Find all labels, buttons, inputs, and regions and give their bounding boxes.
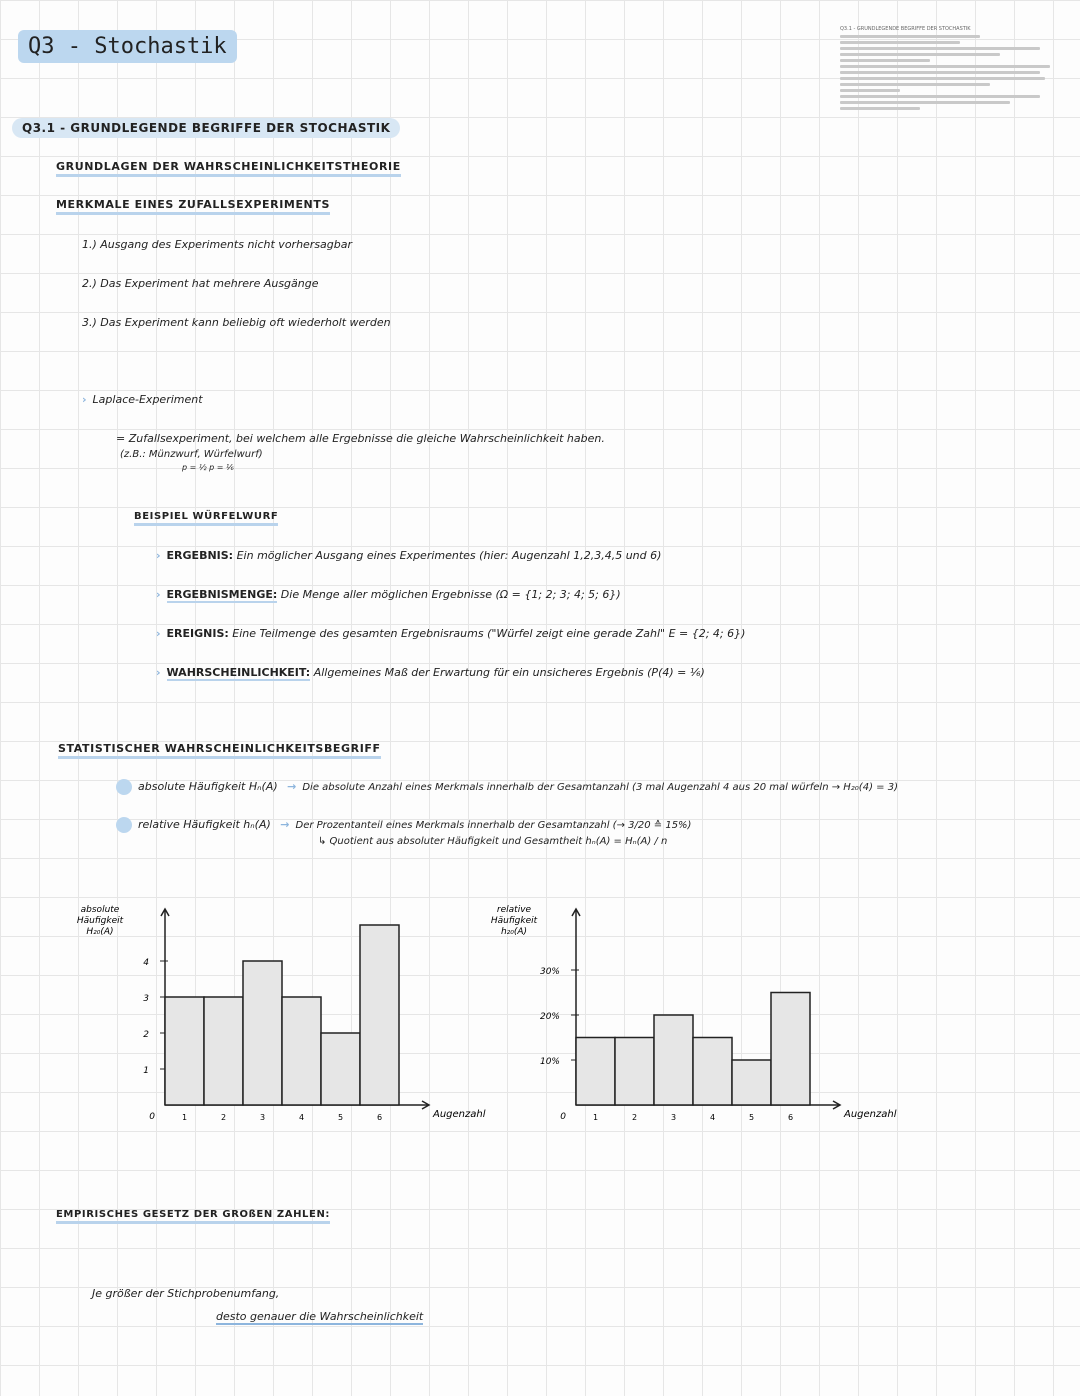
laplace-label-row bbox=[82, 393, 203, 406]
arrow-icon: › bbox=[156, 549, 161, 562]
laplace-definition: = Zufallsexperiment, bei welchem alle Ergebnisse die gleiche Wahrscheinlichkeit haben. bbox=[116, 432, 605, 445]
merkmal-2: 2.) Das Experiment hat mehrere Ausgänge bbox=[82, 277, 319, 290]
begriff-term: WAHRSCHEINLICHKEIT: bbox=[166, 666, 311, 679]
absolute-text: Die absolute Anzahl eines Merkmals innerhalb der Gesamtanzahl (3 mal Augenzahl 4 aus 20 mal würfeln → H₂₀(4) = 3) bbox=[302, 782, 898, 793]
relative-label: relative Häufigkeit hₙ(A) bbox=[138, 818, 271, 831]
page-title: Q3 - Stochastik bbox=[18, 30, 237, 63]
corner-note bbox=[840, 26, 1060, 113]
bar bbox=[282, 997, 321, 1105]
laplace-label: Laplace-Experiment bbox=[92, 393, 203, 406]
merkmal-3: 3.) Das Experiment kann beliebig oft wiederholt werden bbox=[82, 316, 391, 329]
x-axis-label: Augenzahl bbox=[433, 1109, 486, 1120]
begriff-ergebnismenge bbox=[156, 588, 621, 601]
y-axis-label: Häufigkeit bbox=[76, 916, 124, 926]
bar bbox=[615, 1038, 654, 1106]
bar bbox=[321, 1033, 360, 1105]
arrow-icon: › bbox=[156, 588, 161, 601]
x-tick-label: 3 bbox=[670, 1113, 677, 1122]
y-axis-label: H₂₀(A) bbox=[86, 927, 114, 937]
subheading-grundlagen: GRUNDLAGEN DER WAHRSCHEINLICHKEITSTHEORIE bbox=[56, 160, 401, 177]
y-tick-label: 10% bbox=[539, 1057, 560, 1067]
y-axis-label: h₂₀(A) bbox=[500, 927, 528, 937]
gesetz-line-1: Je größer der Stichprobenumfang, bbox=[92, 1287, 280, 1300]
y-tick-label: 20% bbox=[539, 1012, 560, 1022]
absolute-label: absolute Häufigkeit Hₙ(A) bbox=[138, 780, 278, 793]
begriff-text: Allgemeines Maß der Erwartung für ein unsicheres Ergebnis (P(4) = ⅙) bbox=[313, 666, 705, 679]
x-tick-label: 1 bbox=[592, 1113, 599, 1122]
absolute-row bbox=[116, 779, 898, 795]
chart-relative bbox=[486, 900, 926, 1130]
begriff-text: Ein möglicher Ausgang eines Experimentes (hier: Augenzahl 1,2,3,4,5 und 6) bbox=[236, 549, 662, 562]
bar bbox=[360, 925, 399, 1105]
begriff-text: Eine Teilmenge des gesamten Ergebnisraums ("Würfel zeigt eine gerade Zahl" E = {2; 4; 6}) bbox=[232, 627, 746, 640]
bar bbox=[654, 1015, 693, 1105]
begriff-term: ERGEBNISMENGE: bbox=[166, 588, 278, 601]
arrow-right-icon: → bbox=[280, 818, 290, 831]
y-axis-label: Häufigkeit bbox=[490, 916, 538, 926]
y-axis-label: absolute bbox=[80, 905, 120, 915]
bar bbox=[243, 961, 282, 1105]
relative-row bbox=[116, 817, 691, 833]
x-tick-label: 5 bbox=[748, 1113, 755, 1122]
arrow-icon: › bbox=[82, 393, 87, 406]
section-heading: Q3.1 - GRUNDLEGENDE BEGRIFFE DER STOCHASTIK bbox=[12, 118, 400, 138]
y-tick-label: 2 bbox=[143, 1030, 149, 1040]
laplace-example: (z.B.: Münzwurf, Würfelwurf) bbox=[120, 449, 263, 460]
y-tick-label: 0 bbox=[560, 1112, 566, 1122]
subheading-merkmale: MERKMALE EINES ZUFALLSEXPERIMENTS bbox=[56, 198, 330, 215]
bullet-icon bbox=[116, 817, 132, 833]
begriff-term: EREIGNIS: bbox=[166, 627, 229, 640]
relative-text: Der Prozentanteil eines Merkmals innerhalb der Gesamtanzahl (→ 3/20 ≙ 15%) bbox=[295, 820, 692, 831]
begriff-wahrscheinlichkeit bbox=[156, 666, 705, 679]
begriff-ergebnis bbox=[156, 549, 661, 562]
begriff-term: ERGEBNIS: bbox=[166, 549, 234, 562]
laplace-probabilities: p = ½ p = ⅙ bbox=[182, 463, 234, 472]
x-tick-label: 3 bbox=[259, 1113, 266, 1122]
y-tick-label: 4 bbox=[143, 958, 149, 968]
arrow-icon: › bbox=[156, 666, 161, 679]
x-axis-label: Augenzahl bbox=[844, 1109, 897, 1120]
bar bbox=[576, 1038, 615, 1106]
x-tick-label: 5 bbox=[337, 1113, 344, 1122]
statistik-heading: STATISTISCHER WAHRSCHEINLICHKEITSBEGRIFF bbox=[58, 742, 381, 759]
begriff-ereignis bbox=[156, 627, 745, 640]
y-tick-label: 1 bbox=[143, 1066, 149, 1076]
y-axis-label: relative bbox=[496, 905, 532, 915]
x-tick-label: 1 bbox=[181, 1113, 188, 1122]
beispiel-heading: BEISPIEL WÜRFELWURF bbox=[134, 511, 278, 526]
arrow-icon: › bbox=[156, 627, 161, 640]
arrow-right-icon: → bbox=[287, 780, 297, 793]
relative-quotient: ↳ Quotient aus absoluter Häufigkeit und Gesamtheit hₙ(A) = Hₙ(A) / n bbox=[318, 836, 668, 847]
merkmal-1: 1.) Ausgang des Experiments nicht vorhersagbar bbox=[82, 238, 353, 251]
y-tick-label: 3 bbox=[143, 994, 149, 1004]
begriff-text: Die Menge aller möglichen Ergebnisse (Ω = {1; 2; 3; 4; 5; 6}) bbox=[280, 588, 621, 601]
y-tick-label: 30% bbox=[539, 967, 560, 977]
chart-absolute bbox=[60, 900, 520, 1130]
x-tick-label: 6 bbox=[376, 1113, 383, 1122]
x-tick-label: 4 bbox=[298, 1113, 305, 1122]
bar bbox=[204, 997, 243, 1105]
corner-note-heading: Q3.1 - GRUNDLEGENDE BEGRIFFE DER STOCHASTIK bbox=[840, 26, 971, 32]
x-tick-label: 2 bbox=[220, 1113, 227, 1122]
gesetz-line-2: desto genauer die Wahrscheinlichkeit bbox=[216, 1310, 424, 1323]
bar bbox=[771, 993, 810, 1106]
bullet-icon bbox=[116, 779, 132, 795]
bar bbox=[165, 997, 204, 1105]
bar bbox=[732, 1060, 771, 1105]
x-tick-label: 2 bbox=[631, 1113, 638, 1122]
gesetz-heading: EMPIRISCHES GESETZ DER GROßEN ZAHLEN: bbox=[56, 1209, 330, 1224]
bar bbox=[693, 1038, 732, 1106]
x-tick-label: 4 bbox=[709, 1113, 716, 1122]
x-tick-label: 6 bbox=[787, 1113, 794, 1122]
y-tick-label: 0 bbox=[149, 1112, 155, 1122]
